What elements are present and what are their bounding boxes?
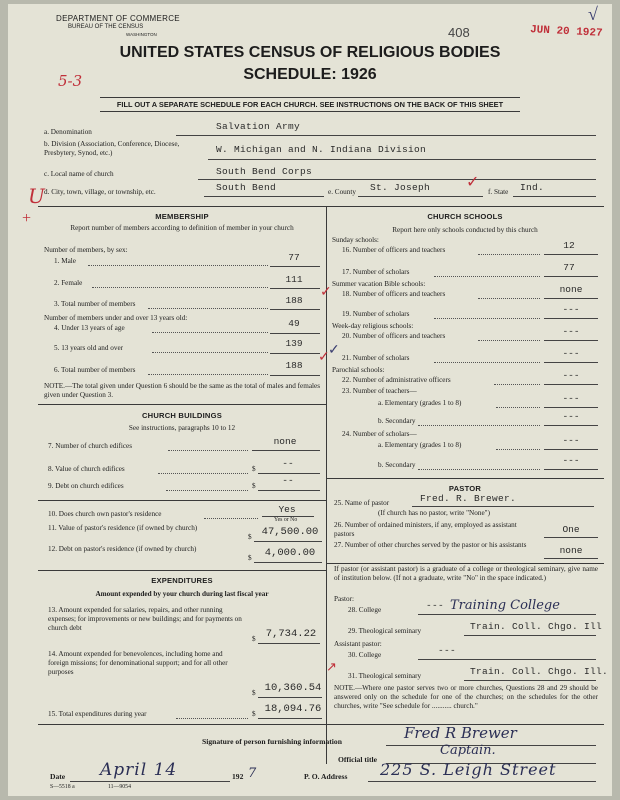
q25-value: Fred. R. Brewer. — [420, 493, 517, 504]
q28-value: Training College — [450, 598, 560, 613]
q24b-value: --- — [562, 455, 580, 466]
q1-label: 1. Male — [54, 257, 76, 265]
yes-no-hint: Yes or No — [274, 517, 298, 523]
q10-value: Yes — [278, 504, 296, 515]
year-prefix: 192 — [232, 772, 244, 781]
q31-value: Train. Coll. Chgo. Ill. — [470, 666, 609, 677]
q9-label: 9. Debt on church edifices — [48, 482, 124, 490]
q22-value: --- — [562, 370, 580, 381]
official-title-value: Captain. — [440, 743, 496, 758]
sunday-label: Sunday schools: — [332, 236, 379, 244]
q17-value: 77 — [563, 262, 575, 273]
q24b-label: b. Secondary — [378, 461, 416, 469]
form-title: UNITED STATES CENSUS OF RELIGIOUS BODIES — [119, 44, 501, 61]
q23a-value: --- — [562, 393, 580, 404]
q27-value: none — [559, 545, 583, 556]
q5-label: 5. 13 years old and over — [54, 344, 124, 352]
q31-label: 31. Theological seminary — [348, 672, 422, 680]
margin-plus-icon: + — [22, 210, 32, 227]
local-name-label: c. Local name of church — [44, 170, 114, 178]
q6-check-icon: ✓ — [318, 350, 330, 365]
county-label: e. County — [328, 188, 356, 196]
q30-label: 30. College — [348, 651, 382, 659]
q19-label: 19. Number of scholars — [342, 310, 410, 318]
date-value: April 14 — [100, 760, 178, 780]
year-digit: 7 — [248, 766, 257, 781]
q5-value: 139 — [285, 338, 303, 349]
q25-note: (If church has no pastor, write "None") — [378, 509, 490, 517]
census-schedule-page — [8, 4, 612, 796]
expenditures-intro: Amount expended by your church during last fiscal year — [95, 590, 269, 598]
department-label: DEPARTMENT OF COMMERCE — [56, 14, 180, 23]
summer-label: Summer vacation Bible schools: — [332, 280, 426, 288]
buildings-intro: See instructions, paragraphs 10 to 12 — [128, 424, 236, 432]
county-check-icon: ✓ — [466, 174, 480, 191]
q28-label: 28. College — [348, 606, 382, 614]
schools-intro: Report here only schools conducted by this church — [392, 226, 538, 234]
division-value: W. Michigan and N. Indiana Division — [216, 144, 427, 155]
bureau-label: BUREAU OF THE CENSUS — [68, 24, 144, 30]
q16-label: 16. Number of officers and teachers — [342, 246, 446, 254]
q11-label: 11. Value of pastor's residence (if owned by church) — [48, 524, 198, 532]
q9-dollar: $ — [252, 482, 256, 490]
q26-value: One — [562, 524, 580, 535]
q6-label: 6. Total number of members — [54, 366, 136, 374]
q11-dollar: $ — [248, 533, 252, 541]
q3-label: 3. Total number of members — [54, 300, 136, 308]
q12-value: 4,000.00 — [264, 547, 316, 559]
state-value: Ind. — [520, 182, 545, 193]
membership-title: MEMBERSHIP — [155, 212, 209, 221]
q13-label: 13. Amount expended for salaries, repairs, and other running expenses; for improvements or new buildings; and for payments on church debt — [48, 606, 242, 632]
q25-label: 25. Name of pastor — [334, 499, 390, 507]
po-address-value: 225 S. Leigh Street — [380, 760, 557, 779]
q9-value: -- — [282, 475, 294, 486]
q23-label: 23. Number of teachers— — [342, 387, 417, 395]
q13-dollar: $ — [252, 635, 256, 643]
q7-value: none — [273, 436, 297, 447]
q3-check-icon: ✓ — [320, 285, 332, 300]
q14-label: 14. Amount expended for benevolences, including home and foreign missions; for denominational support; and for all other purposes — [48, 650, 228, 676]
q29-value: Train. Coll. Chgo. Ill — [470, 621, 603, 632]
header-rule-bottom — [100, 111, 520, 112]
q13-value: 7,734.22 — [265, 628, 317, 640]
q29-label: 29. Theological seminary — [348, 627, 422, 635]
q17-label: 17. Number of scholars — [342, 268, 410, 276]
q6-value: 188 — [285, 360, 303, 371]
q15-dollar: $ — [252, 710, 256, 718]
washington-label: WASHINGTON — [126, 32, 157, 37]
q27-label: 27. Number of other churches served by the pastor or his assistants — [334, 541, 527, 549]
college-intro: If pastor (or assistant pastor) is a graduate of a college or theological seminary, give name of institution below. (If not a graduate, write "No" in the space indicated.) — [334, 565, 598, 582]
date-label: Date — [50, 772, 66, 781]
by-sex-label: Number of members, by sex: — [44, 246, 128, 254]
parochial-label: Parochial schools: — [332, 366, 385, 374]
q22-label: 22. Number of administrative officers — [342, 376, 451, 384]
age-intro: Number of members under and over 13 years old: — [44, 314, 188, 322]
q23a-label: a. Elementary (grades 1 to 8) — [378, 399, 462, 407]
q15-label: 15. Total expenditures during year — [48, 710, 147, 718]
q12-label: 12. Debt on pastor's residence (if owned by church) — [48, 545, 197, 553]
q18-value: none — [559, 284, 583, 295]
q8-label: 8. Value of church edifices — [48, 465, 125, 473]
schools-title: CHURCH SCHOOLS — [427, 212, 503, 221]
margin-u-mark: U — [28, 184, 45, 208]
q14-dollar: $ — [252, 689, 256, 697]
q4-value: 49 — [288, 318, 300, 329]
q24-label: 24. Number of scholars— — [342, 430, 417, 438]
q20-label: 20. Number of officers and teachers — [342, 332, 446, 340]
q21-value: --- — [562, 348, 580, 359]
q26-label: 26. Number of ordained ministers, if any, employed as assistant pastors — [334, 521, 517, 538]
city-value: South Bend — [216, 182, 277, 193]
grid-top-rule — [38, 206, 604, 207]
denomination-value: Salvation Army — [216, 121, 301, 132]
membership-note: NOTE.—The total given under Question 6 should be the same as the total of males and females given under Question 3. — [44, 382, 320, 399]
q21-label: 21. Number of scholars — [342, 354, 410, 362]
q28-dashes: --- — [426, 600, 445, 611]
official-title-label: Official title — [338, 755, 378, 764]
received-date-stamp: JUN 20 1927 — [529, 24, 603, 40]
signature-label: Signature of person furnishing information — [202, 737, 342, 746]
q8-dollar: $ — [252, 465, 256, 473]
q4-label: 4. Under 13 years of age — [54, 324, 125, 332]
form-number: 408 — [448, 25, 470, 40]
q3-value: 188 — [285, 295, 303, 306]
q2-label: 2. Female — [54, 279, 83, 287]
city-label: d. City, town, village, or township, etc. — [44, 188, 156, 196]
state-label: f. State — [488, 188, 509, 196]
q24a-label: a. Elementary (grades 1 to 8) — [378, 441, 462, 449]
buildings-title: CHURCH BUILDINGS — [142, 411, 222, 420]
q14-value: 10,360.54 — [264, 682, 322, 694]
q15-value: 18,094.76 — [264, 703, 322, 715]
weekday-label: Week-day religious schools: — [332, 322, 414, 330]
q19-value: --- — [562, 304, 580, 315]
pastor-title: PASTOR — [448, 484, 482, 493]
form-code: S—5518 a — [50, 784, 75, 790]
q12-dollar: $ — [248, 554, 252, 562]
q8-value: -- — [282, 458, 294, 469]
q23b-value: --- — [562, 411, 580, 422]
q23b-label: b. Secondary — [378, 417, 416, 425]
local-name-value: South Bend Corps — [216, 166, 313, 177]
county-value: St. Joseph — [370, 182, 431, 193]
signature-value: Fred R Brewer — [404, 724, 517, 742]
pastor-note: NOTE.—Where one pastor serves two or more churches, Questions 28 and 29 should be answered only on the schedule for one of the churches; on the schedules for the other churches, write "See schedule for ........... church." — [334, 684, 598, 710]
q30-value: --- — [438, 645, 457, 656]
header-rule-top — [100, 97, 520, 98]
q20-value: --- — [562, 326, 580, 337]
check-mark-icon: √ — [588, 4, 598, 24]
membership-intro: Report number of members according to definition of member in your church — [70, 224, 294, 232]
q11-value: 47,500.00 — [261, 526, 319, 538]
q24a-value: --- — [562, 435, 580, 446]
q1-value: 77 — [288, 252, 300, 263]
print-code: 11—9054 — [108, 784, 131, 790]
division-label: b. Division (Association, Conference, Diocese, Presbytery, Synod, etc.) — [44, 140, 180, 157]
q7-label: 7. Number of church edifices — [48, 442, 133, 450]
expenditures-title: EXPENDITURES — [151, 576, 213, 585]
note-check-icon: ↗ — [326, 659, 337, 674]
q18-label: 18. Number of officers and teachers — [342, 290, 446, 298]
q2-value: 111 — [285, 274, 303, 285]
assistant-sub-label: Assistant pastor: — [334, 640, 382, 648]
schedule-title: SCHEDULE: 1926 — [243, 66, 377, 83]
denomination-label: a. Denomination — [44, 128, 92, 136]
instruction-line: FILL OUT A SEPARATE SCHEDULE FOR EACH CHURCH. SEE INSTRUCTIONS ON THE BACK OF THIS SHEET — [116, 100, 504, 109]
po-address-label: P. O. Address — [304, 772, 348, 781]
q16-value: 12 — [563, 240, 575, 251]
pastor-sub-label: Pastor: — [334, 595, 354, 603]
red-section-mark: 5-3 — [58, 72, 83, 90]
q10-label: 10. Does church own pastor's residence — [48, 510, 162, 518]
q21-check-icon: ✓ — [328, 343, 340, 358]
